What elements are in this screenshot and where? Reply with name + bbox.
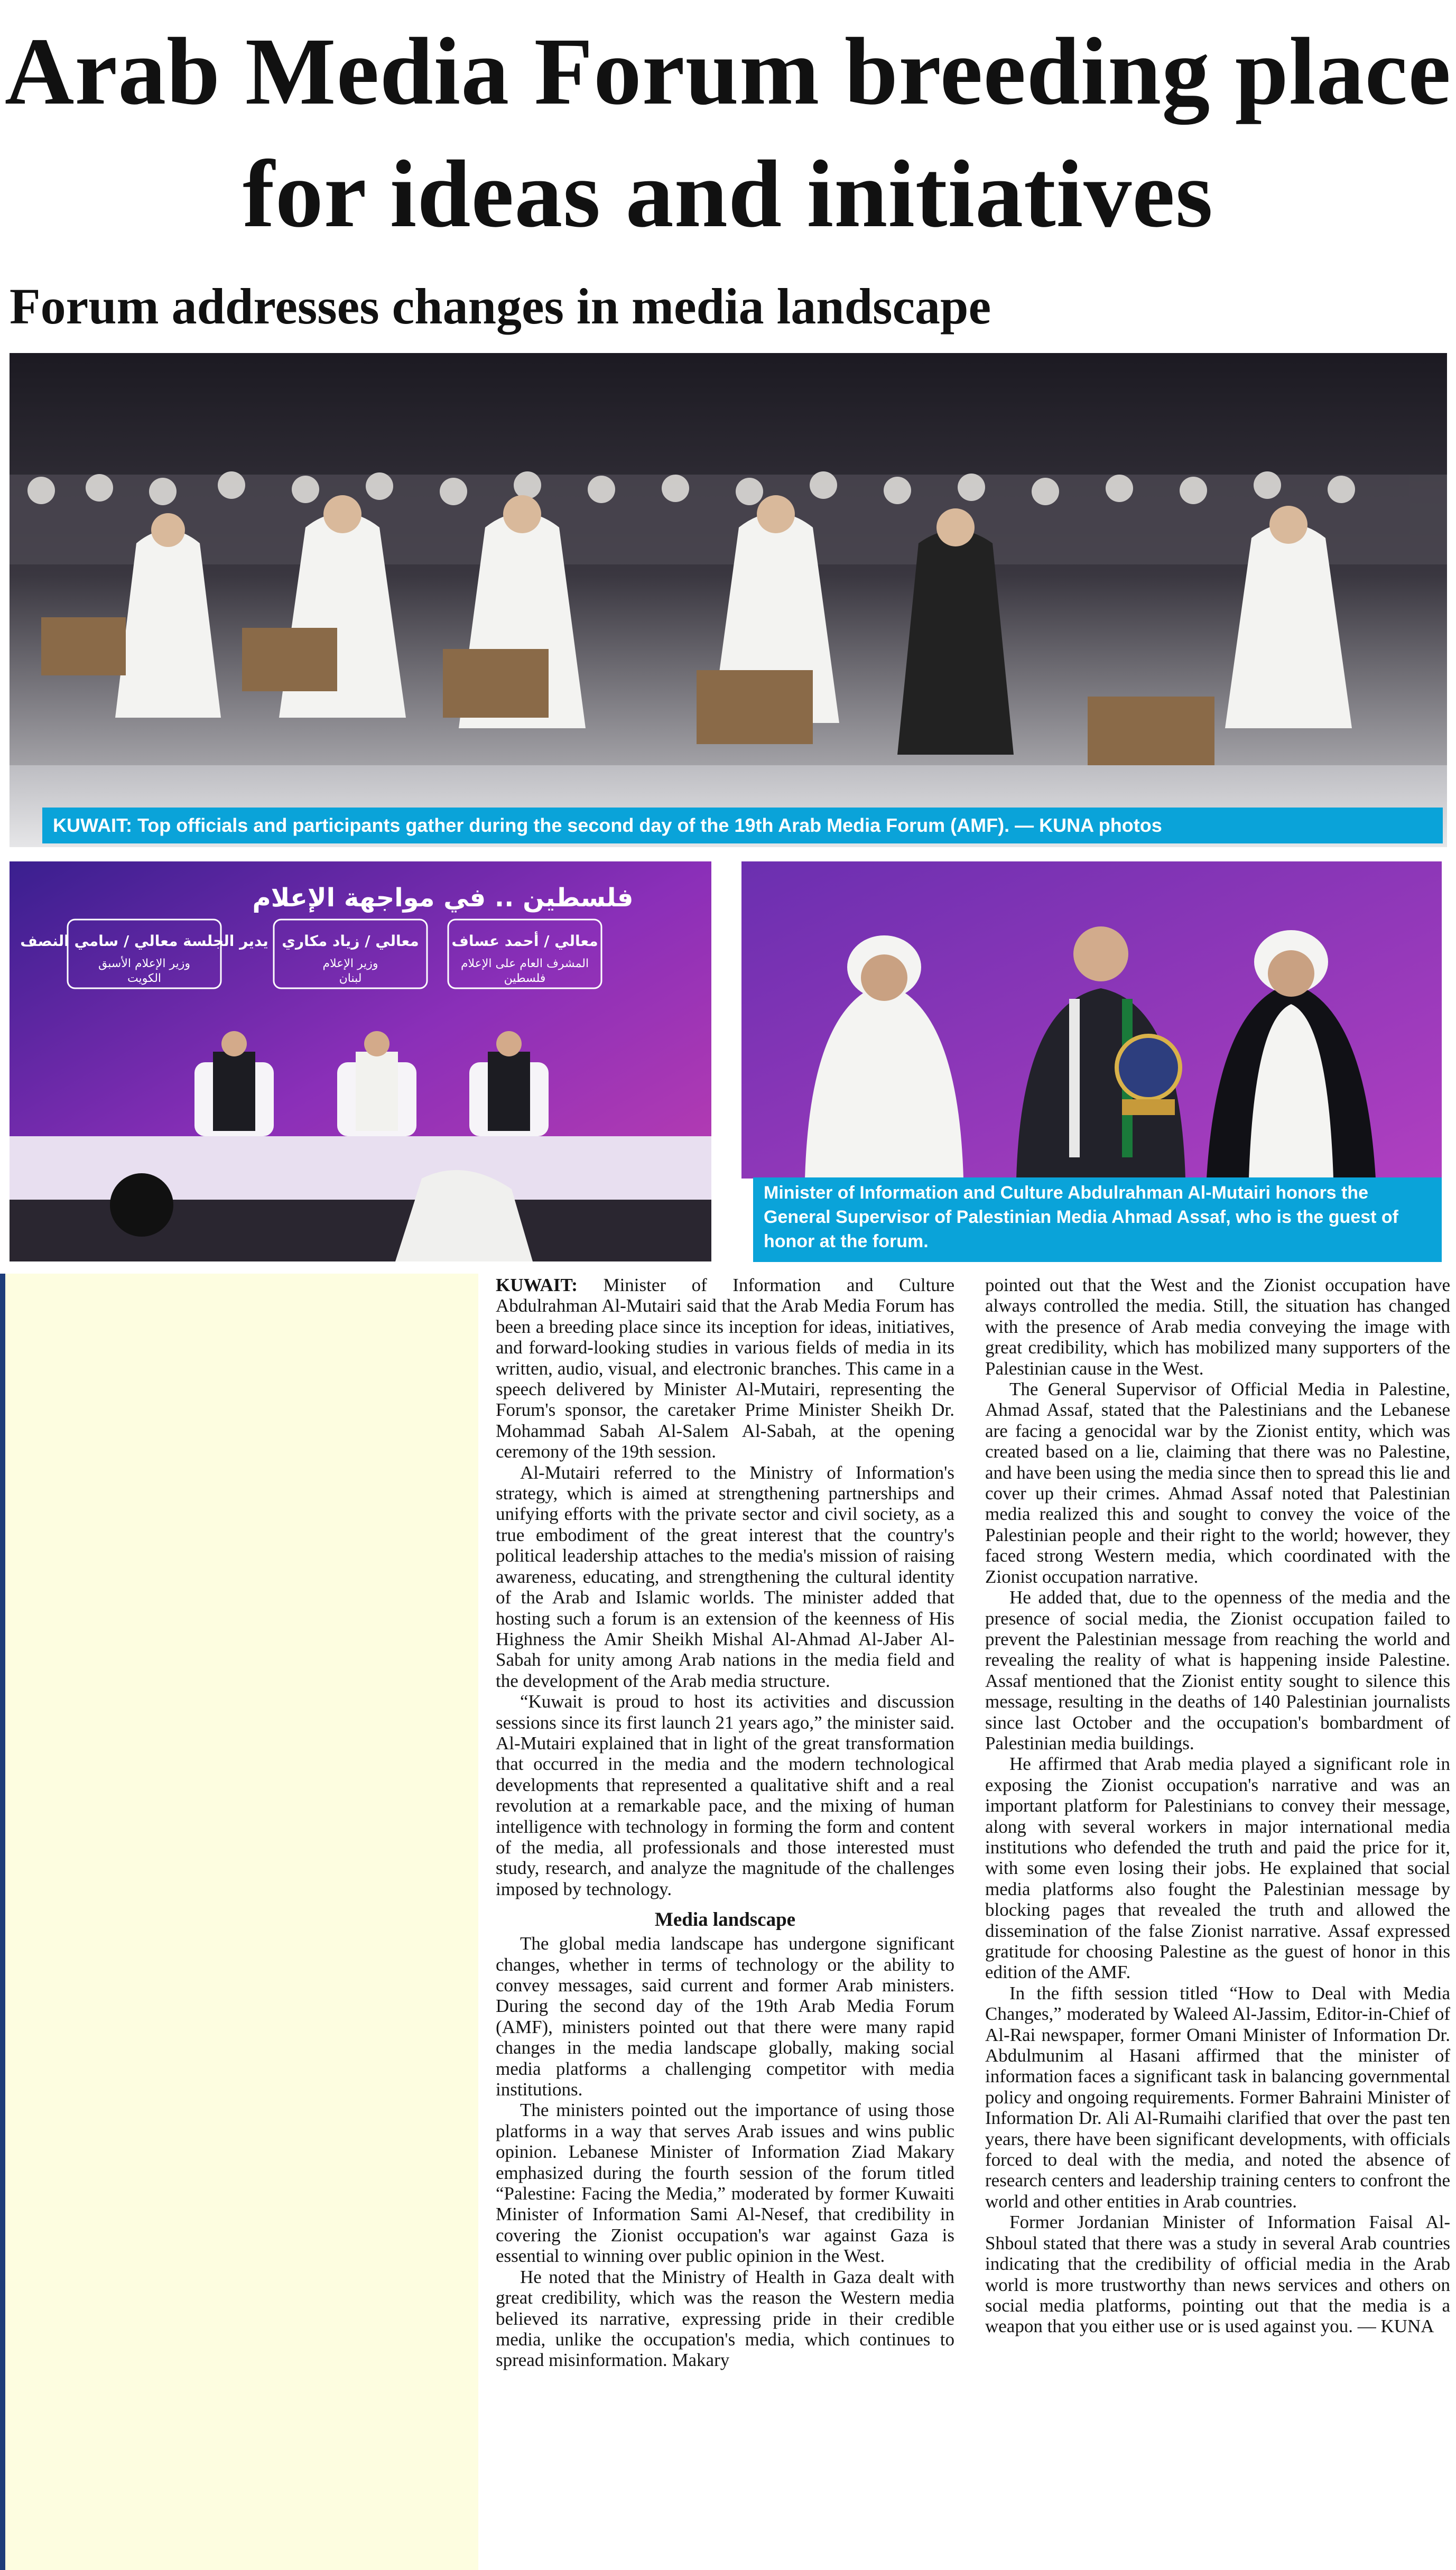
panel-screen-title-moderator: وزير الإعلام الأسبق [98,957,191,970]
article-paragraph: The General Supervisor of Official Media in Palestine, Ahmad Assaf, stated that the Palestinians and the Lebanese are facing a genocidal war by the Zionist entity, which was created based on a lie, claiming that there was no Palestine, and have been using the media since then to spread this lie and cover up their crimes. Ahmad Assaf noted that Palestinian media realized this and sought to convey the voice of the Palestinian people and their right to the world; however, they faced strong Western media, which coordinated with the Zionist occupation narrative. [985,1379,1450,1587]
article-paragraph: In the fifth session titled “How to Deal with Media Changes,” moderated by Waleed Al-Jassim, Editor-in-Chief of Al-Rai newspaper, former Omani Minister of Information Dr. Abdulmunim al Hasani affirmed that the minister of information faces a significant task in balancing governmental policy and ongoing requirements. Former Bahraini Minister of Information Dr. Ali Al-Rumaihi clarified that over the past ten years, there have been significant developments, with officials forced to deal with the media, and noted the absence of research centers and leadership training centers to confront the world and other entities in Arab countries. [985,1982,1450,2212]
article-column-1 [496,1275,954,2371]
section-heading: Media landscape [654,1909,796,1931]
award-photo-caption: Minister of Information and Culture Abdulrahman Al-Mutairi honors the General Supervisor of Palestinian Media Ahmad Assaf, who is the guest of honor at the forum. [753,1177,1442,1262]
panel-screen-country-1: فلسطين [504,972,546,985]
article-paragraph: Former Jordanian Minister of Information Faisal Al-Shboul stated that there was a study in several Arab countries indicating that the credibility of official media in the Arab world is more trustworthy than news services and others on social media platforms, pointing out that the media is a weapon that you either use or is used against you. — KUNA [985,2212,1450,2337]
dateline: KUWAIT: [496,1275,578,1295]
panel-screen-title-1: المشرف العام على الإعلام [460,957,589,970]
article-paragraph: He added that, due to the openness of the media and the presence of social media, the Zionist occupation failed to prevent the Palestinian message from reaching the world and revealing the reality of what is happening inside Palestine. Assaf mentioned that the Zionist entity sought to silence this message, resulting in the deaths of 140 Palestinian journalists since last October and the occupation's bombardment of Palestinian media buildings. [985,1587,1450,1753]
article-column-2 [985,1275,1450,2337]
main-photo-caption: KUWAIT: Top officials and participants gather during the second day of the 19th Arab Media Forum (AMF). — KUNA photos [42,808,1443,843]
panel-session-photo [10,861,711,1261]
article-paragraph: He affirmed that Arab media played a significant role in exposing the Zionist occupation's narrative and was an important platform for Palestinians to convey their message, along with several workers in major international media institutions who defended the truth and paid the price for it, with some even losing their jobs. He explained that social media platforms also fought the Palestinian message by blocking pages that revealed the truth and allowed the dissemination of the false Zionist narrative. Assaf expressed gratitude for choosing Palestine as the guest of honor in this edition of the AMF. [985,1753,1450,1983]
panel-screen-title: فلسطين .. في مواجهة الإعلام [252,883,634,913]
article-paragraph: The global media landscape has undergone significant changes, whether in terms of technology or the ability to convey messages, said current and former Arab ministers. During the second day of the 19th Arab Media Forum (AMF), ministers pointed out that there were many rapid changes in the media landscape globally, making social media platforms a challenging competitor with media institutions. [496,1933,954,2100]
panel-screen-country-moderator: الكويت [127,972,162,985]
article-paragraph: The ministers pointed out the importance of using those platforms in a way that serves Arab issues and wins public opinion. Lebanese Minister of Information Ziad Makary emphasized during the fourth session of the forum titled “Palestine: Facing the Media,” moderated by former Kuwaiti Minister of Information Sami Al-Nesef, that credibility in covering the Zionist occupation's war against Gaza is essential to winning over public opinion in the West. [496,2100,954,2267]
subheadline: Forum addresses changes in media landscape [10,278,991,335]
panel-screen-name-1: معالي / أحمد عساف [451,932,598,950]
article-paragraph: pointed out that the West and the Zionist occupation have always controlled the media. Still, the situation has changed with the presence of Arab media conveying the image with great credibility, which has mobilized many supporters of the Palestinian cause in the West. [985,1275,1450,1379]
advertisement-strip-edge [0,1274,5,2570]
main-photo [10,353,1447,847]
headline: Arab Media Forum breeding place for ideas and initiatives [4,18,1452,247]
panel-screen-name-moderator: يدير الجلسة معالي / سامي النصف [20,932,268,950]
article-paragraph: KUWAIT: Minister of Information and Culture Abdulrahman Al-Mutairi said that the Arab Media Forum has been a breeding place since its inception for ideas, initiatives, and forward-looking studies in various fields of media in its written, audio, visual, and electronic branches. This came in a speech delivered by Minister Al-Mutairi, representing the Forum's sponsor, the caretaker Prime Minister Sheikh Dr. Mohammad Sabah Al-Salem Al-Sabah, at the opening ceremony of the 19th session. [496,1275,955,1462]
article-paragraph: “Kuwait is proud to host its activities and discussion sessions since its first launch 21 years ago,” the minister said. Al-Mutairi explained that in light of the great transformation that occurred in the media and the modern technological developments that represented a qualitative shift and a real revolution at a remarkable pace, and the mixing of human intelligence with technology in forming the form and content of the media, all professionals and those interested must study, research, and analyze the magnitude of the challenges imposed by technology. [496,1691,954,1899]
article-paragraph: Al-Mutairi referred to the Ministry of Information's strategy, which is aimed at strengthening partnerships and unifying efforts with the private sector and civil society, as a true embodiment of the great interest that the country's political leadership attaches to the media's mission of raising awareness, educating, and strengthening the cultural identity of the Arab and Islamic worlds. The minister added that hosting such a forum is an extension of the keenness of His Highness the Amir Sheikh Mishal Al-Ahmad Al-Jaber Al-Sabah for unity among Arab nations in the media field and the development of the Arab media structure. [496,1462,954,1691]
panel-screen-country-2: لبنان [339,972,362,985]
panel-screen-title-2: وزير الإعلام [322,957,378,970]
advertisement-strip [0,1274,478,2570]
article-paragraph: He noted that the Ministry of Health in Gaza dealt with great credibility, which was the reason the Western media believed its narrative, expressing pride in their credible media, unlike the occupation's media, which continues to spread misinformation. Makary [496,2266,954,2371]
panel-screen-name-2: معالي / زياد مكاري [282,932,419,950]
award-photo [741,861,1442,1179]
